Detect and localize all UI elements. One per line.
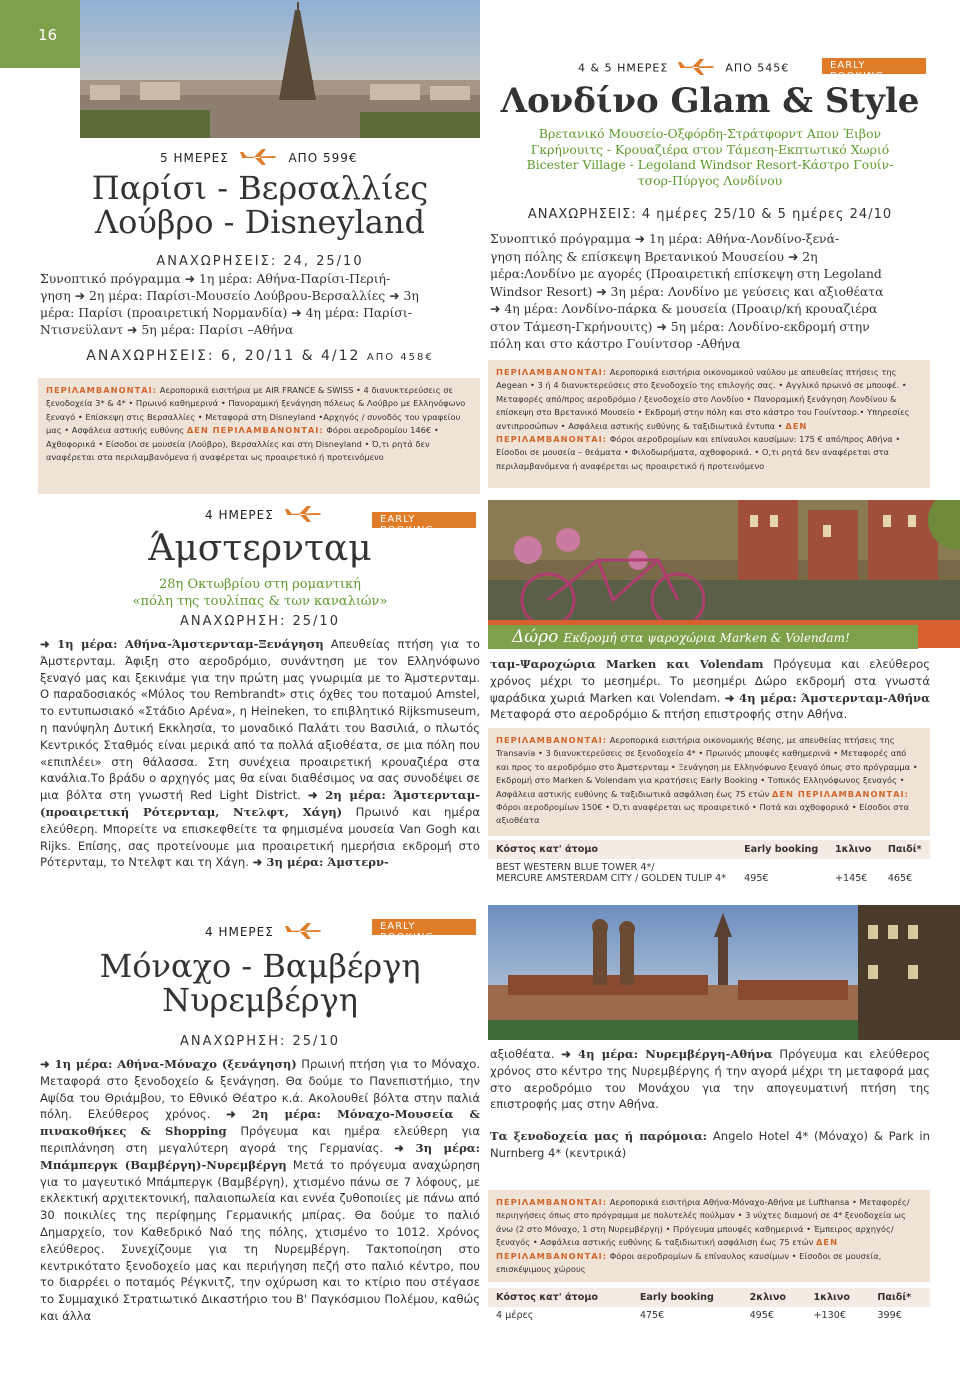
london-header (578, 58, 818, 78)
london-days: 4 & 5 ΗΜΕΡΕΣ (578, 61, 669, 75)
includes-text: Αεροπορικά εισιτήρια οικονομικού ναύλου με απευθείας πτήσεις της Aegean • 3 ή 4 διανυκτερεύσεις στο ξενοδοχείο της επιλογής σας. • Αγγλικό πρωινό σε μπουφέ. • Μεταφορές από/προς αεροδρόμιο / ξενοδοχείο στο Λονδίνο • Πανοραμική ξενάγηση Λονδίνου & επίσκεψη στο Βρετανικό Μουσείο • Εκδρομή στην πόλη και στο κάστρο του Γουίντσορ.• Υπηρεσίες αντιπροσώπων • Ασφάλεια αστικής ευθύνης & ταξιδιωτικά έντυπα • (496, 367, 910, 431)
munich-day2-label: ➜ 2η μέρα: Μόναχο-Μουσεία & πινακοθήκες & Shopping (40, 1107, 480, 1139)
london-subtitle-line: Γκρήνουιτς - Κρουαζιέρα στον Τάμεση-Εκπτωτικό Χωριό (530, 141, 890, 157)
london-includes-box (488, 360, 930, 488)
munich-title (40, 947, 480, 1019)
london-program-line: ➜ 4η μέρα: Λονδίνο-πάρκα & μουσεία (Προαιρ/κή κρουαζιέρα (490, 301, 878, 316)
paris-program-line: γηση ➜ 2η μέρα: Παρίσι-Μουσείο Λούβρου-Βερσαλλίες ➜ 3η (40, 288, 419, 303)
includes-text: Αεροπορικά εισιτήρια Αθήνα-Μόναχο-Αθήνα με Lufthansa • Μεταφορές/περιηγήσεις όπως στο πρόγραμμα με πολυτελές πούλμαν • 3 νύχτες διαμονή σε 4* ξενοδοχεία ως άνω (2 στο Μόναχο, 1 στη Νυρεμβέργη) • Πρόγευμα μπουφές καθημερινά • Έμπειρος αρχηγός/ξεναγός • Ασφάλεια αστικής ευθύνης & ταξιδιωτική ασφάλιση έως 75 ετών (496, 1197, 910, 1248)
table-header-cell: Παιδί* (880, 840, 930, 859)
paris-title (40, 169, 480, 241)
london-program-line: μέρα:Λονδίνο με αγορές (Προαιρετική επίσκεψη στη Legoland (490, 266, 882, 281)
hotel-name-line: MERCURE AMSTERDAM CITY / GOLDEN TULIP 4* (496, 873, 727, 884)
munich-day1-text: Πρωινή πτήση για το Μόναχο. Μεταφορά στο ξενοδοχείο & ξενάγηση. Θα δούμε το Πανεπιστήμιο, την Αψίδα του Θριάμβου, το Εθνικό Θέατρο κ.ά. Ακολουθεί βόλτα στην παλιά πόλη. Ελεύθερος χρόνος. (40, 1057, 480, 1122)
amsterdam-subtitle-line: «πόλη της τουλίπας & των καναλιών» (132, 594, 388, 609)
amsterdam-day1-text: Απευθείας πτήση για το Άμστερνταμ. Άφιξη στο αεροδρόμιο, συνάντηση με τον Ελληνόφωνο ξεναγό μας και ξεκινάμε για την πρώτη μας γνωριμία με το Άμστερνταμ. Ο παραδοσιακός «Μύλος του Rembrandt» στις όχθες του ποταμού Amstel, το εντυπωσιακό «Στάδιο Αρένα», η Heineken, το επιβλητικό Rijksmuseum, η πανύψηλη Δυτική Εκκλησία, το μοναδικό Παλάτι του Βασιλιά, ο πλωτός Κεντρικός Σταθμός είναι μερικά από τα πολλά αξιοθέατα, σε μια πόλη που «επιπλέει» στη θάλασσα. Στη συνέχεια προαιρετική κρουαζιέρα στα κανάλια.Το βράδυ ο αρχηγός μας θα είναι διαθέσιμος να σας συνοδέψει σε μια βόλτα στη γνωστή Red Light District. (40, 637, 480, 803)
table-cell: 475€ (639, 1310, 665, 1321)
amsterdam-subtitle (40, 576, 480, 610)
excludes-label: ΔΕΝ ΠΕΡΙΛΑΜΒΑΝΟΝΤΑΙ: (496, 1237, 839, 1261)
table-header-cell: Κόστος κατ' άτομο (488, 840, 736, 859)
munich-price-table (488, 1288, 930, 1324)
london-program-line: γηση πόλης & επίσκεψη Βρετανικού Μουσείου ➜ 2η (490, 248, 818, 264)
excludes-label: ΔΕΝ ΠΕΡΙΛΑΜΒΑΝΟΝΤΑΙ: (186, 425, 324, 436)
table-header-cell: Κόστος κατ' άτομο (488, 1288, 632, 1307)
table-cell: 465€ (887, 873, 913, 884)
amsterdam-day2-text: Πρωινό και ημέρα ελεύθερη. Μπορείτε να επισκεφθείτε τα φημισμένα μουσεία Van Gogh και Rijks. Επίσης, σας προτείνουμε μια προαιρετική ημερήσια εκδρομή στο Ρότερνταμ, το Ντελφτ και τη Χάγη. (40, 804, 480, 870)
plane-icon (285, 505, 323, 526)
paris-title-line1: Παρίσι - Βερσαλλίες (91, 169, 429, 207)
table-row (488, 859, 930, 887)
paris-program-line: μέρα: Παρίσι (προαιρετική Νορμανδία) ➜ 4η μέρα: Παρίσι- (40, 305, 412, 320)
munich-hotels-text: Angelo Hotel 4* (Μόναχο) & Park in Nurnberg 4* (κεντρικά) (490, 1129, 930, 1160)
amsterdam-days: 4 ΗΜΕΡΕΣ (205, 508, 274, 522)
munich-cont-text: αξιοθέατα. (490, 1047, 555, 1061)
amsterdam-day1-label: ➜ 1η μέρα: Αθήνα-Άμστερνταμ-Ξενάγηση (40, 637, 324, 651)
paris-program-line: Ντισνεϋλαντ ➜ 5η μέρα: Παρίσι –Αθήνα (40, 322, 294, 337)
paris-departure-2 (40, 348, 480, 364)
amsterdam-day4-text: Μεταφορά στο αεροδρόμιο & πτήση επιστροφής στην Αθήνα. (490, 707, 848, 722)
london-program-line: Συνοπτικό πρόγραμμα ➜ 1η μέρα: Αθήνα-Λονδίνο-ξενά- (490, 231, 840, 246)
table-cell: +130€ (813, 1310, 846, 1321)
munich-itinerary (40, 1056, 480, 1332)
london-program-line: στον Τάμεση-Γκρήνουιτς) ➜ 5η μέρα: Λονδίνο-εκδρομή στην (490, 318, 870, 334)
london-subtitle-line: τσορ-Πύργος Λονδίνου (637, 172, 783, 188)
paris-departure: ΑΝΑΧΩΡΗΣΕΙΣ: 24, 25/10 (156, 254, 364, 269)
includes-text: Αεροπορικά εισιτήρια με AIR FRANCE & SWISS • 4 διανυκτερεύσεις σε ξενοδοχεία 3* & 4* • Πρωινό καθημερινά • Πανοραμική ξενάγηση πόλεως & Λούβρο με Ελληνόφωνο ξεναγό • Επίσκεψη στις Βερσαλλίες • Μεταφορά στη Disneyland •Αρχηγός / συνοδός του γραφείου μας • Ασφάλεια αστικής ευθύνης (46, 385, 466, 436)
excludes-label: ΔΕΝ ΠΕΡΙΛΑΜΒΑΝΟΝΤΑΙ: (496, 420, 808, 445)
munich-day3-label: ➜ 3η μέρα: Μπάμπεργκ (Βαμβέργη)-Νυρεμβέργη (40, 1140, 480, 1172)
excludes-text: Φόροι αεροδρομίου 146€ • Αχθοφορικά • Είσοδοι σε μουσεία (Λούβρο), Βερσαλλίες και στη Disneyland • Ό,τι ρητά δεν αναφέρεται στα περιλαμβανόμενα ή αναφέρεται ως προαιρετικό ή προτεινόμενο (46, 425, 439, 463)
amsterdam-title: Άμστερνταμ (148, 528, 372, 569)
excludes-text: Φόροι αεροδρομίων & επίναυλος καυσίμων • Είσοδοι σε μουσεία, επισκέψιμους χώρους (496, 1250, 882, 1275)
munich-day4-label: ➜ 4η μέρα: Νυρεμβέργη-Αθήνα (561, 1047, 773, 1061)
amsterdam-itinerary-continued (490, 656, 930, 732)
gift-banner (488, 625, 918, 649)
london-program-line: Windsor Resort) ➜ 3η μέρα: Λονδίνο με γεύσεις και αξιοθέατα (490, 283, 884, 299)
table-header-row (488, 1288, 930, 1307)
london-subtitle-line: Bicester Village - Legoland Windsor Resort-Κάστρο Γουίν- (526, 157, 894, 173)
plane-icon (240, 148, 278, 169)
table-cell: 4 μέρες (496, 1310, 534, 1321)
includes-label: ΠΕΡΙΛΑΜΒΑΝΟΝΤΑΙ: (496, 367, 608, 377)
table-cell: +145€ (834, 873, 868, 884)
page-number (0, 0, 80, 68)
table-header-row (488, 840, 930, 859)
hotel-name-line: BEST WESTERN BLUE TOWER 4*/ (496, 862, 655, 873)
excludes-text: Φόροι αεροδρομίων και επίναυλοι καυσίμων: 175 € από/προς Αθήνα • Είσοδοι σε μουσεία – θεάματα • Φιλοδωρήματα, αχθοφορικά. • Ο,τι ρητά δεν αναφέρεται στα περιλαμβανόμενα ή αναφέρεται ως προαιρετικό ή προτεινόμενο (496, 434, 901, 471)
london-early-booking-badge: EARLY BOOKING (822, 58, 926, 74)
paris-title-line2: Λούβρο - Disneyland (95, 202, 425, 241)
amsterdam-early-booking-badge: EARLY BOOKING (372, 512, 476, 528)
table-header-cell: Early booking (736, 840, 827, 859)
munich-photo (488, 905, 960, 1040)
table-header-cell: Early booking (632, 1288, 742, 1307)
table-row (488, 1307, 930, 1324)
includes-text: Αεροπορικά εισιτήρια οικονομικής θέσης, με απευθείας πτήσεις της Transavia • 3 διανυκτερεύσεις σε ξενοδοχείο 4* • Πρωινός μπουφές καθημερινά • Μεταφορές από και προς το αεροδρόμιο στο Άμστερνταμ • Ξενάγηση με Ελληνόφωνο ξεναγό όπως στο πρόγραμμα • Εκδρομή στο Marken & Volendam για κρατήσεις Early Booking • Τοπικός Ελληνόφωνος ξεναγός • Ασφάλεια αστικής ευθύνης & ταξιδιωτικά ασφάλιση έως 75 ετών (496, 735, 918, 799)
munich-hotels-label: Τα ξενοδοχεία μας ή παρόμοια: (490, 1129, 708, 1143)
munich-day1-label: ➜ 1η μέρα: Αθήνα-Μόναχο (ξενάγηση) (40, 1057, 297, 1071)
amsterdam-price-table (488, 840, 930, 887)
paris-program (40, 270, 480, 338)
excludes-label: ΔΕΝ ΠΕΡΙΛΑΜΒΑΝΟΝΤΑΙ: (771, 788, 909, 799)
gift-text: Εκδρομή στα ψαροχώρια Marken & Volendam! (563, 631, 850, 645)
munich-early-booking-badge: EARLY BOOKING (372, 919, 476, 935)
table-cell: 495€ (749, 1310, 774, 1321)
table-cell: 399€ (877, 1310, 902, 1321)
excludes-text: Φόροι αεροδρομίων 150€ • Ό,τι αναφέρεται ως προαιρετικό • Ποτά και αχθοφορικά • Είσοδοι στα αξιοθέατα (496, 802, 909, 826)
gift-word: Δώρο (512, 627, 559, 647)
amsterdam-day2-label: ➜ 2η μέρα: Άμστερνταμ-(προαιρετική Ρότερνταμ, Ντελφτ, Χάγη) (40, 788, 480, 819)
paris-days: 5 ΗΜΕΡΕΣ (160, 151, 229, 165)
paris-departure-2-price: ΑΠΟ 458€ (366, 352, 434, 363)
paris-price: ΑΠΟ 599€ (288, 151, 358, 165)
table-header-cell: 1κλινο (827, 840, 880, 859)
plane-icon (678, 58, 716, 79)
table-cell-hotel (488, 859, 736, 887)
page-number-text: 16 (38, 26, 58, 44)
amsterdam-departure: ΑΝΑΧΩΡΗΣΗ: 25/10 (180, 614, 340, 629)
amsterdam-subtitle-line: 28η Οκτωβρίου στη ρομαντική (159, 577, 361, 592)
amsterdam-cont-text: Πρόγευμα και ελεύθερος χρόνος μέχρι το μεσημέρι. Το μεσημέρι Δώρο εκδρομή στα γνωστά ψαράδικα χωριά Marken και Volendam. (490, 657, 930, 705)
munich-title-line1: Μόναχο - Βαμβέργη (99, 947, 421, 985)
munich-includes-box (488, 1190, 930, 1282)
munich-day3-text: Μετά το πρόγευμα αναχώρηση για το μαγευτικό Μπάμπεργκ (Βαμβέργη), χτισμένο πάνω σε 7 λόφους, με εκλεκτική αρχιτεκτονική, παλαιοπωλεία και εννέα ζυθοποιίες με πάνω από 30 ποικιλίες της περίφημης Γερμανικής μπίρας. Θα δούμε το παλιό Δημαρχείο, τον Καθεδρικό Ναό της πόλης, χτισμένο το 1012. Χρόνος ελεύθερος. Συνεχίζουμε για τη Νυρεμβέργη. Τακτοποίηση στο κεντρικότατο ξενοδοχείο μας και περιήγηση πεζή στο παλιό κέντρο, που το διαρρέει ο ποταμός Ρέγκνιτζ, την οχύρωση και το κτίριο που στέγασε το Συμμαχικό Στρατιωτικό Δικαστήριο του Β' Παγκόσμιου Πολέμου, καθώς και άλλα (40, 1157, 480, 1323)
london-price: ΑΠΟ 545€ (725, 61, 790, 75)
munich-hotels (490, 1128, 930, 1164)
munich-days: 4 ΗΜΕΡΕΣ (205, 925, 274, 939)
includes-label: ΠΕΡΙΛΑΜΒΑΝΟΝΤΑΙ: (496, 735, 608, 745)
london-title: Λονδίνο Glam & Style (500, 81, 920, 121)
table-header-cell: 2κλινο (742, 1288, 806, 1307)
munich-header (205, 922, 365, 944)
table-header-cell: Παιδί* (869, 1288, 930, 1307)
paris-includes-box (38, 378, 480, 494)
paris-program-line: Συνοπτικό πρόγραμμα ➜ 1η μέρα: Αθήνα-Παρίσι-Περιή- (40, 271, 391, 286)
munich-departure: ΑΝΑΧΩΡΗΣΗ: 25/10 (180, 1034, 340, 1049)
includes-label: ΠΕΡΙΛΑΜΒΑΝΟΝΤΑΙ: (496, 1197, 608, 1207)
amsterdam-includes-box (488, 728, 930, 836)
paris-header (160, 148, 390, 170)
munich-day4-text: Πρόγευμα και ελεύθερος χρόνος στο κέντρο της Νυρεμβέργης ή την αγορά μέχρι τη μεταφορά μας στο αεροδρόμιο του Μονάχου για την απογευματινή πτήση της επιστροφής μας στην Αθήνα. (490, 1047, 930, 1112)
amsterdam-itinerary (40, 636, 480, 894)
table-header-cell: 1κλινο (805, 1288, 869, 1307)
munich-title-line2: Νυρεμβέργη (162, 980, 358, 1019)
munich-day2-text: Πρόγευμα και ημέρα ελεύθερη για περιπλάνηση στη μεγαλύτερη αγορά της Γερμανίας. (40, 1124, 480, 1155)
london-subtitle (490, 126, 930, 188)
london-subtitle-line: Βρετανικό Μουσείο-Οξφόρδη-Στράτφορντ Απον Έιβον (538, 126, 882, 141)
includes-label: ΠΕΡΙΛΑΜΒΑΝΟΝΤΑΙ: (46, 385, 158, 395)
paris-departure-2-dates: ΑΝΑΧΩΡΗΣΕΙΣ: 6, 20/11 & 4/12 (86, 348, 361, 364)
table-cell: 495€ (744, 873, 769, 884)
london-departures: ΑΝΑΧΩΡΗΣΕΙΣ: 4 ημέρες 25/10 & 5 ημέρες 24/10 (527, 207, 893, 222)
london-program (490, 230, 930, 353)
paris-photo (80, 0, 480, 138)
london-program-line: πόλη και στο κάστρο Γουίντσορ -Αθήνα (490, 336, 741, 351)
amsterdam-day3-label: ➜ 3η μέρα: Άμστερν- (252, 855, 389, 870)
amsterdam-cont-label: ταμ-Ψαροχώρια Marken και Volendam (490, 657, 764, 671)
amsterdam-header (205, 505, 365, 527)
plane-icon (285, 922, 323, 943)
munich-itinerary-continued (490, 1046, 930, 1120)
amsterdam-day4-label: ➜ 4η μέρα: Άμστερνταμ-Αθήνα (724, 690, 930, 705)
